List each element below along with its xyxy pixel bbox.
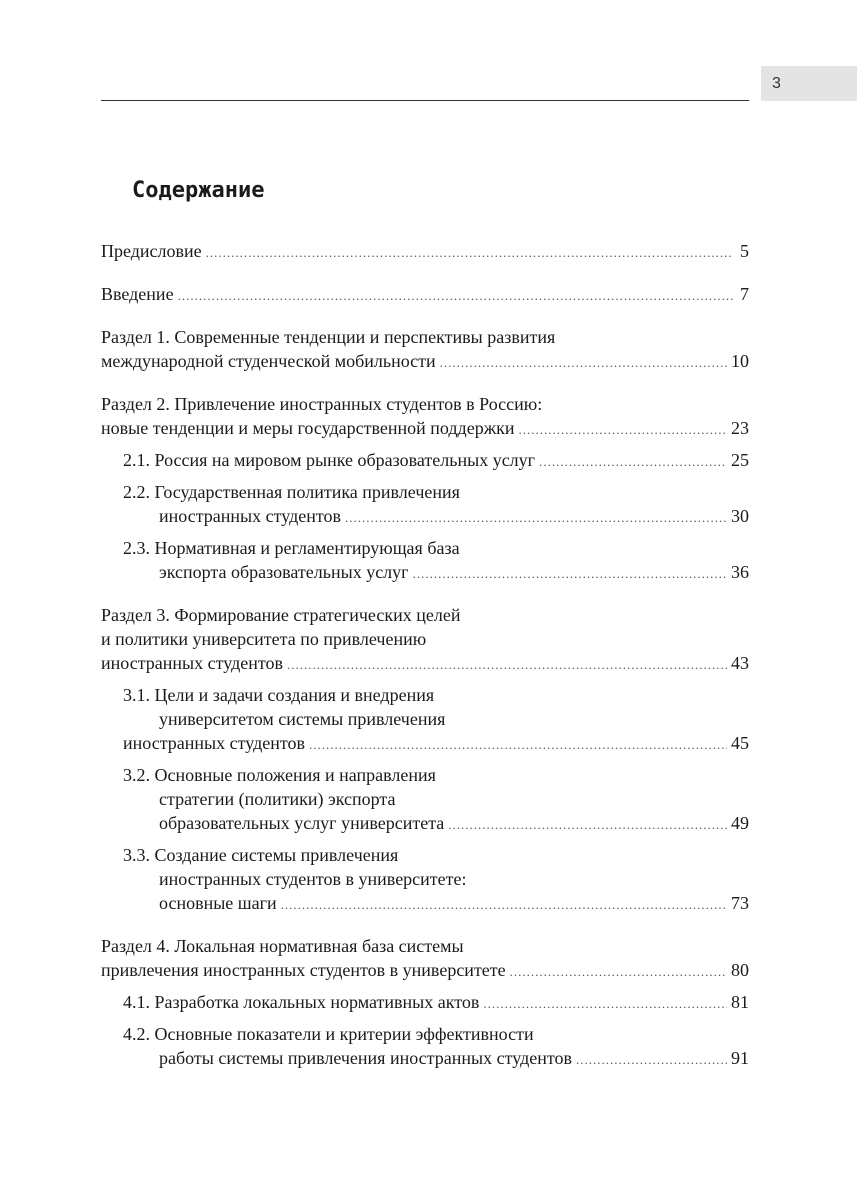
toc-entry-page: 80 <box>731 960 749 980</box>
toc-entry-page: 81 <box>731 992 749 1012</box>
toc-entry-title: Раздел 1. Современные тенденции и перспективы развития <box>101 327 556 347</box>
dot-leader <box>483 992 727 1016</box>
dot-leader <box>510 960 727 984</box>
toc-entry-title-cont: образовательных услуг университета <box>159 813 445 833</box>
toc-entry-3-1[interactable] <box>101 683 749 757</box>
toc-entry-title: Предисловие <box>101 241 202 261</box>
toc-entry-page: 73 <box>731 893 749 913</box>
toc-entry-2-3[interactable] <box>101 536 749 586</box>
toc-entry-title: 4.1. Разработка локальных нормативных актов <box>123 992 480 1012</box>
dot-leader <box>287 653 727 677</box>
dot-leader <box>309 733 727 757</box>
toc-entry-title: 3.1. Цели и задачи создания и внедрения <box>123 685 435 705</box>
toc-entry-page: 43 <box>731 653 749 673</box>
toc-entry-page: 36 <box>731 562 749 582</box>
toc-entry-title: 4.2. Основные показатели и критерии эффективности <box>123 1024 534 1044</box>
toc-entry-title: Раздел 4. Локальная нормативная база системы <box>101 936 464 956</box>
toc-entry-title-cont: международной студенческой мобильности <box>101 351 436 371</box>
dot-leader <box>178 284 733 308</box>
toc-entry-title-cont: иностранных студентов <box>159 506 342 526</box>
toc-entry-4-2[interactable] <box>101 1022 749 1072</box>
dot-leader <box>206 241 733 265</box>
toc-entry-title: 3.3. Создание системы привлечения <box>123 845 399 865</box>
dot-leader <box>519 418 727 442</box>
toc-entry-4-1[interactable] <box>101 990 749 1016</box>
table-of-contents <box>101 239 749 1072</box>
toc-entry-title: 2.1. Россия на мировом рынке образовательных услуг <box>123 450 536 470</box>
toc-entry-title-cont: привлечения иностранных студентов в университете <box>101 960 506 980</box>
toc-entry-section-2[interactable] <box>101 392 749 442</box>
dot-leader <box>345 506 727 530</box>
toc-entry-title-cont: и политики университета по привлечению <box>101 629 427 649</box>
page-number-tab <box>761 66 857 101</box>
toc-entry-page: 30 <box>731 506 749 526</box>
toc-entry-3-2[interactable] <box>101 763 749 837</box>
toc-title: Содержание <box>132 178 265 203</box>
dot-leader <box>539 450 727 474</box>
toc-entry-title-cont: иностранных студентов в университете: <box>159 869 467 889</box>
dot-leader <box>448 813 727 837</box>
toc-entry-preface[interactable] <box>101 239 749 265</box>
toc-entry-page: 45 <box>731 733 749 753</box>
toc-entry-title: 3.2. Основные положения и направления <box>123 765 436 785</box>
toc-entry-title: Раздел 2. Привлечение иностранных студентов в Россию: <box>101 394 543 414</box>
toc-entry-page: 23 <box>731 418 749 438</box>
toc-entry-introduction[interactable] <box>101 282 749 308</box>
toc-entry-2-2[interactable] <box>101 480 749 530</box>
toc-entry-page: 49 <box>731 813 749 833</box>
toc-entry-title-cont: работы системы привлечения иностранных студентов <box>159 1048 572 1068</box>
toc-entry-page: 10 <box>731 351 749 371</box>
toc-entry-page: 91 <box>731 1048 749 1068</box>
toc-entry-title: 2.2. Государственная политика привлечения <box>123 482 460 502</box>
toc-entry-title: Введение <box>101 284 174 304</box>
dot-leader <box>413 562 727 586</box>
toc-entry-page: 7 <box>740 284 749 304</box>
toc-entry-section-4[interactable] <box>101 934 749 984</box>
toc-entry-title: 2.3. Нормативная и регламентирующая база <box>123 538 460 558</box>
toc-entry-3-3[interactable] <box>101 843 749 917</box>
header-rule <box>101 100 749 101</box>
toc-entry-2-1[interactable] <box>101 448 749 474</box>
toc-entry-title-cont: экспорта образовательных услуг <box>159 562 409 582</box>
dot-leader <box>440 351 727 375</box>
toc-entry-section-1[interactable] <box>101 325 749 375</box>
toc-entry-title-cont: университетом системы привлечения <box>159 709 446 729</box>
page-number: 3 <box>772 75 781 92</box>
toc-entry-title: Раздел 3. Формирование стратегических целей <box>101 605 461 625</box>
toc-entry-section-3[interactable] <box>101 603 749 677</box>
dot-leader <box>281 893 727 917</box>
toc-entry-title-cont: иностранных студентов <box>101 653 284 673</box>
toc-entry-page: 25 <box>731 450 749 470</box>
toc-entry-title-cont: новые тенденции и меры государственной поддержки <box>101 418 515 438</box>
toc-entry-title-cont: иностранных студентов <box>123 733 306 753</box>
toc-entry-page: 5 <box>740 241 749 261</box>
toc-entry-title-cont: стратегии (политики) экспорта <box>159 789 396 809</box>
dot-leader <box>576 1048 727 1072</box>
toc-entry-title-cont: основные шаги <box>159 893 277 913</box>
